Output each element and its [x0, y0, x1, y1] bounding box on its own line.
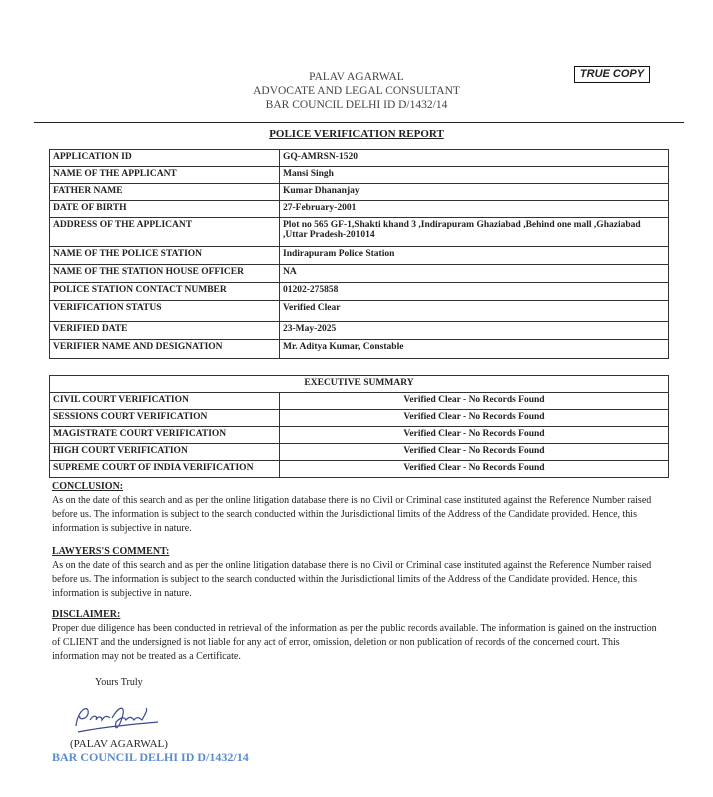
true-copy-stamp: TRUE COPY: [574, 66, 650, 83]
detail-value: Mr. Aditya Kumar, Constable: [280, 340, 669, 359]
detail-value: 01202-275858: [280, 283, 669, 301]
detail-row: [50, 184, 669, 201]
detail-value: Plot no 565 GF-1,Shakti khand 3 ,Indirapuram Ghaziabad ,Behind one mall ,Ghaziabad ,Uttar Pradesh-201014: [280, 218, 669, 247]
summary-row: [50, 410, 669, 427]
detail-value: 23-May-2025: [280, 322, 669, 340]
detail-row: [50, 150, 669, 167]
disclaimer-heading: DISCLAIMER:: [52, 609, 121, 620]
detail-value: Mansi Singh: [280, 167, 669, 184]
summary-value: Verified Clear - No Records Found: [280, 410, 669, 427]
detail-value: NA: [280, 265, 669, 283]
detail-label: NAME OF THE APPLICANT: [50, 167, 280, 184]
detail-row: [50, 301, 669, 322]
conclusion-heading: CONCLUSION:: [52, 481, 124, 492]
detail-label: FATHER NAME: [50, 184, 280, 201]
detail-row: [50, 218, 669, 247]
details-table: [49, 149, 669, 359]
summary-value: Verified Clear - No Records Found: [280, 427, 669, 444]
detail-value: Kumar Dhananjay: [280, 184, 669, 201]
summary-row: [50, 427, 669, 444]
summary-label: SESSIONS COURT VERIFICATION: [50, 410, 280, 427]
detail-row: [50, 247, 669, 265]
detail-label: DATE OF BIRTH: [50, 201, 280, 218]
detail-value: 27-February-2001: [280, 201, 669, 218]
detail-row: [50, 283, 669, 301]
summary-row: [50, 444, 669, 461]
divider: [34, 122, 684, 123]
detail-row: [50, 322, 669, 340]
detail-row: [50, 201, 669, 218]
comment-section: [52, 545, 662, 601]
detail-value: Indirapuram Police Station: [280, 247, 669, 265]
summary-label: MAGISTRATE COURT VERIFICATION: [50, 427, 280, 444]
summary-label: CIVIL COURT VERIFICATION: [50, 393, 280, 410]
detail-row: [50, 340, 669, 359]
detail-label: ADDRESS OF THE APPLICANT: [50, 218, 280, 247]
summary-row: [50, 393, 669, 410]
summary-header-row: [50, 376, 669, 393]
detail-label: APPLICATION ID: [50, 150, 280, 167]
advocate-name: PALAV AGARWAL: [309, 71, 404, 83]
signatory-name: (PALAV AGARWAL): [70, 738, 168, 750]
detail-label: VERIFIED DATE: [50, 322, 280, 340]
comment-heading: LAWYERS'S COMMENT:: [52, 546, 170, 557]
report-title: POLICE VERIFICATION REPORT: [269, 128, 444, 140]
bar-council-id: BAR COUNCIL DELHI ID D/1432/14: [265, 99, 448, 111]
detail-label: POLICE STATION CONTACT NUMBER: [50, 283, 280, 301]
yours-truly: Yours Truly: [95, 677, 143, 688]
detail-value: Verified Clear: [280, 301, 669, 322]
summary-value: Verified Clear - No Records Found: [280, 461, 669, 478]
summary-value: Verified Clear - No Records Found: [280, 444, 669, 461]
advocate-role: ADVOCATE AND LEGAL CONSULTANT: [253, 85, 460, 97]
detail-row: [50, 167, 669, 184]
signature: [68, 698, 168, 738]
detail-label: VERIFICATION STATUS: [50, 301, 280, 322]
summary-row: [50, 461, 669, 478]
signatory-bar-id: BAR COUNCIL DELHI ID D/1432/14: [52, 750, 249, 764]
summary-heading: EXECUTIVE SUMMARY: [50, 376, 669, 393]
conclusion-section: [52, 480, 662, 536]
detail-value: GQ-AMRSN-1520: [280, 150, 669, 167]
detail-label: NAME OF THE POLICE STATION: [50, 247, 280, 265]
summary-label: HIGH COURT VERIFICATION: [50, 444, 280, 461]
disclaimer-text: Proper due diligence has been conducted in retrieval of the information as per the public records available. The information is gained on the instruction of CLIENT and the undersigned is not liable for any act of error, omission, deletion or non publication of records of the concerned court. This information may not be treated as a Certificate.: [52, 623, 657, 662]
detail-label: NAME OF THE STATION HOUSE OFFICER: [50, 265, 280, 283]
summary-label: SUPREME COURT OF INDIA VERIFICATION: [50, 461, 280, 478]
comment-text: As on the date of this search and as per the online litigation database there is no Civil or Criminal case instituted against the Reference Number raised before us. The information is subject to the search conducted within the Jurisdictional limits of the Address of the Candidate provided. Hence, this information is subjective in nature.: [52, 560, 652, 599]
detail-label: VERIFIER NAME AND DESIGNATION: [50, 340, 280, 359]
summary-value: Verified Clear - No Records Found: [280, 393, 669, 410]
disclaimer-section: [52, 608, 662, 664]
executive-summary-table: [49, 375, 669, 478]
conclusion-text: As on the date of this search and as per the online litigation database there is no Civil or Criminal case instituted against the Reference Number raised before us. The information is subject to the search conducted within the Jurisdictional limits of the Address of the Candidate provided. Hence, this information is subjective in nature.: [52, 495, 652, 534]
detail-row: [50, 265, 669, 283]
